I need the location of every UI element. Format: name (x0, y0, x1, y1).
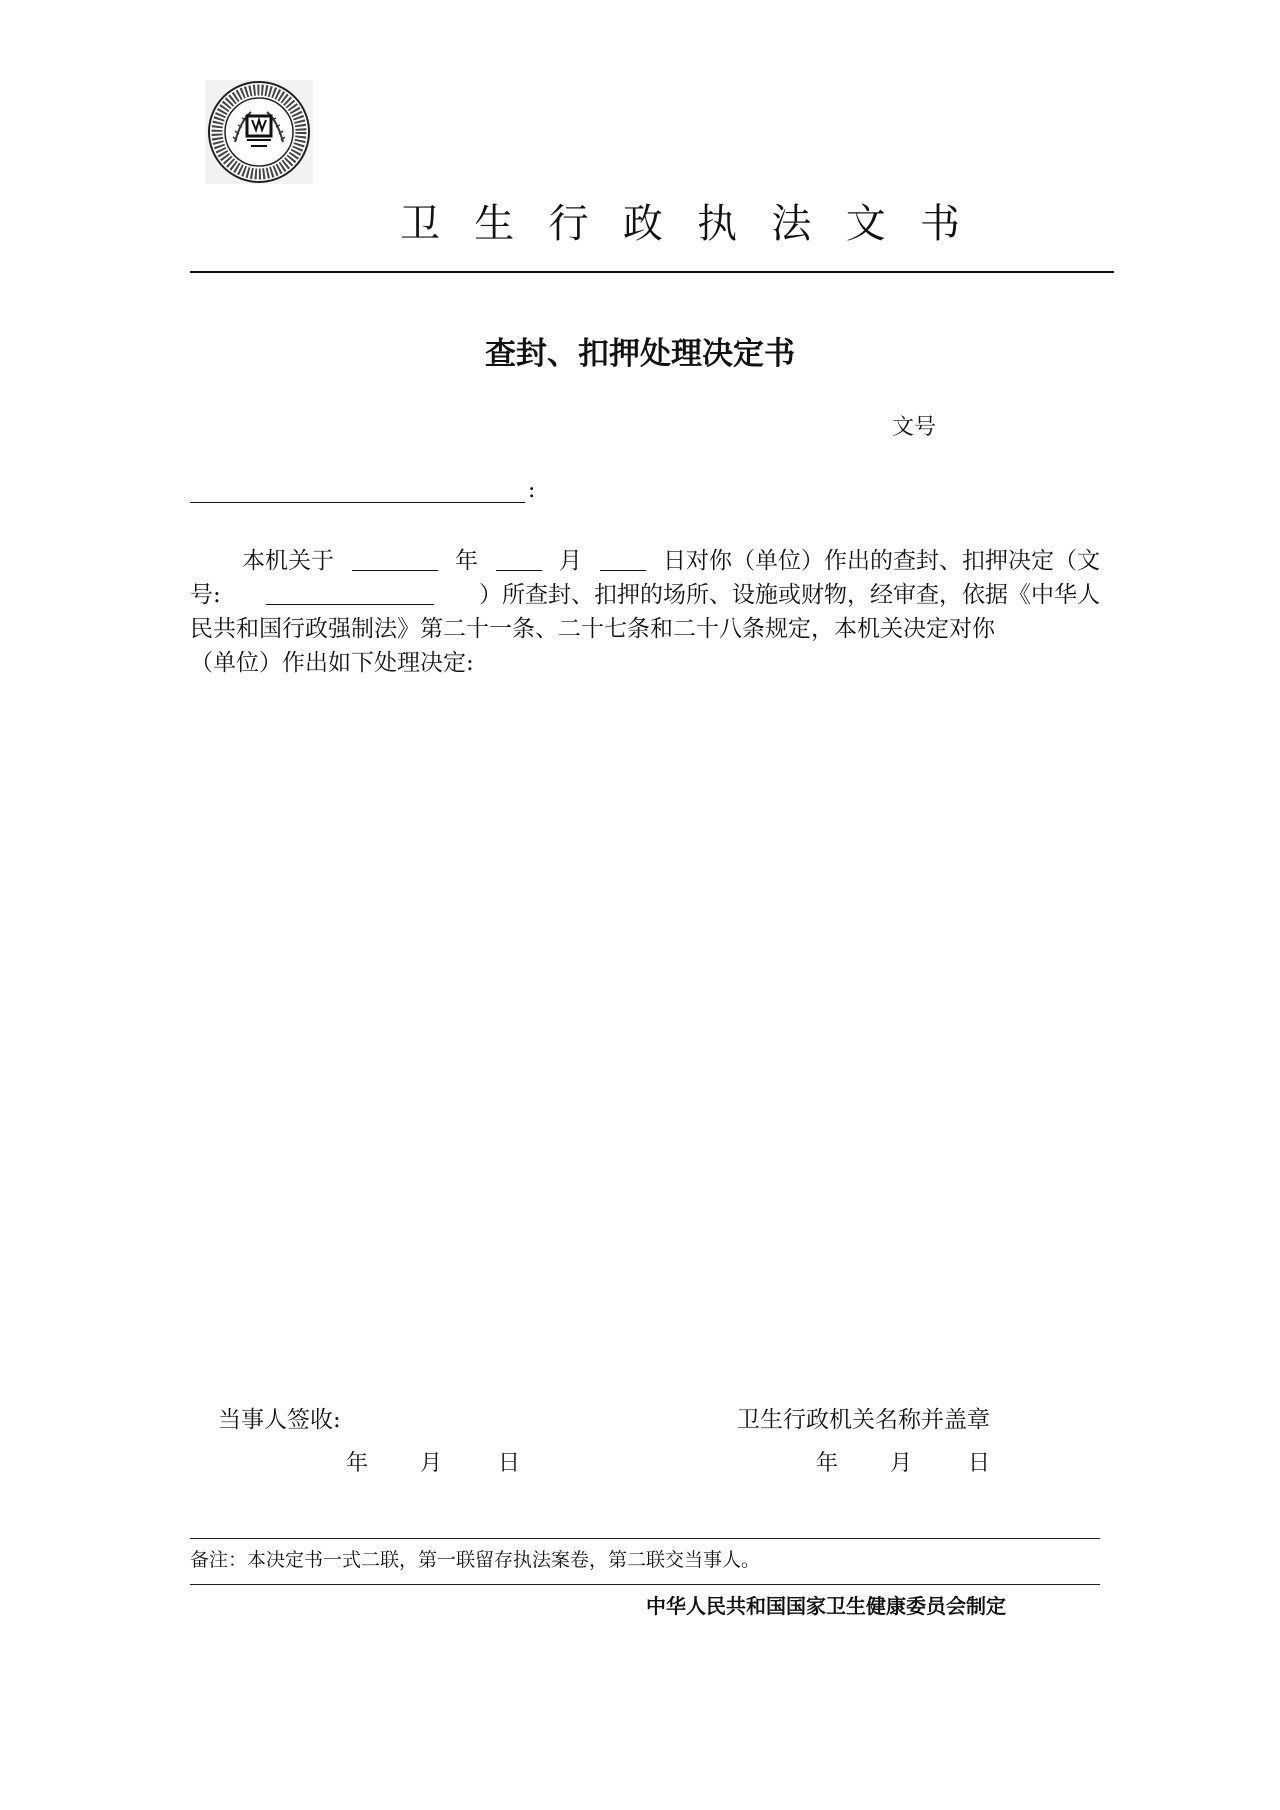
date-year: 年 (816, 1451, 839, 1476)
month-blank[interactable] (496, 544, 542, 571)
addressee-blank[interactable] (190, 502, 525, 503)
addressee-colon: : (528, 478, 536, 503)
date-day: 日 (498, 1451, 521, 1476)
body-text-segment: 日对你（单位）作出的查封、扣押决定（文 (663, 548, 1100, 574)
header-char: 行 (548, 201, 589, 247)
body-text-segment: 年 (455, 548, 478, 574)
header-divider (190, 271, 1114, 273)
header-char: 文 (845, 201, 886, 247)
header-char: 书 (919, 201, 960, 247)
day-blank[interactable] (600, 544, 646, 571)
body-line-2 (190, 578, 1100, 612)
header-char: 执 (697, 201, 738, 247)
header-char: 卫 (400, 201, 440, 247)
date-day: 日 (968, 1451, 991, 1476)
body-text-segment: ）所查封、扣押的场所、设施或财物，经审查，依据《中华人 (479, 582, 1100, 608)
authority-signature-date (816, 1446, 990, 1477)
body-text-segment: 号: (190, 582, 221, 608)
header-char: 政 (622, 201, 663, 247)
remark-note: 备注：本决定书一式二联，第一联留存执法案卷，第二联交当事人。 (190, 1549, 761, 1571)
body-text-segment: 民共和国行政强制法》第二十一条、二十七条和二十八条规定，本机关决定对你 (190, 616, 995, 642)
decision-number-blank[interactable] (266, 578, 434, 605)
header-char: 生 (474, 201, 515, 247)
body-line-1 (190, 544, 1100, 578)
party-signature-label: 当事人签收: (218, 1407, 341, 1433)
date-month: 月 (890, 1451, 913, 1476)
date-year: 年 (346, 1451, 369, 1476)
body-line-3 (190, 612, 1100, 646)
doc-number-label: 文号 (892, 415, 937, 440)
party-signature-date (346, 1446, 520, 1477)
authority-seal-label: 卫生行政机关名称并盖章 (737, 1407, 990, 1433)
document-title: 查封、扣押处理决定书 (485, 336, 795, 372)
date-month: 月 (420, 1451, 443, 1476)
header-title (400, 192, 960, 247)
body-text-segment: 本机关于 (242, 548, 334, 574)
remark-divider-top (190, 1538, 1100, 1539)
body-paragraph (190, 544, 1100, 680)
body-text-segment: 月 (559, 548, 582, 574)
year-blank[interactable] (352, 544, 438, 571)
header-char: 法 (771, 201, 812, 247)
issuing-organization: 中华人民共和国国家卫生健康委员会制定 (646, 1594, 1006, 1618)
health-inspection-seal-logo (205, 80, 313, 184)
body-line-4 (190, 646, 1100, 680)
body-text-segment: （单位）作出如下处理决定: (190, 650, 474, 676)
remark-divider-bottom (190, 1584, 1100, 1585)
